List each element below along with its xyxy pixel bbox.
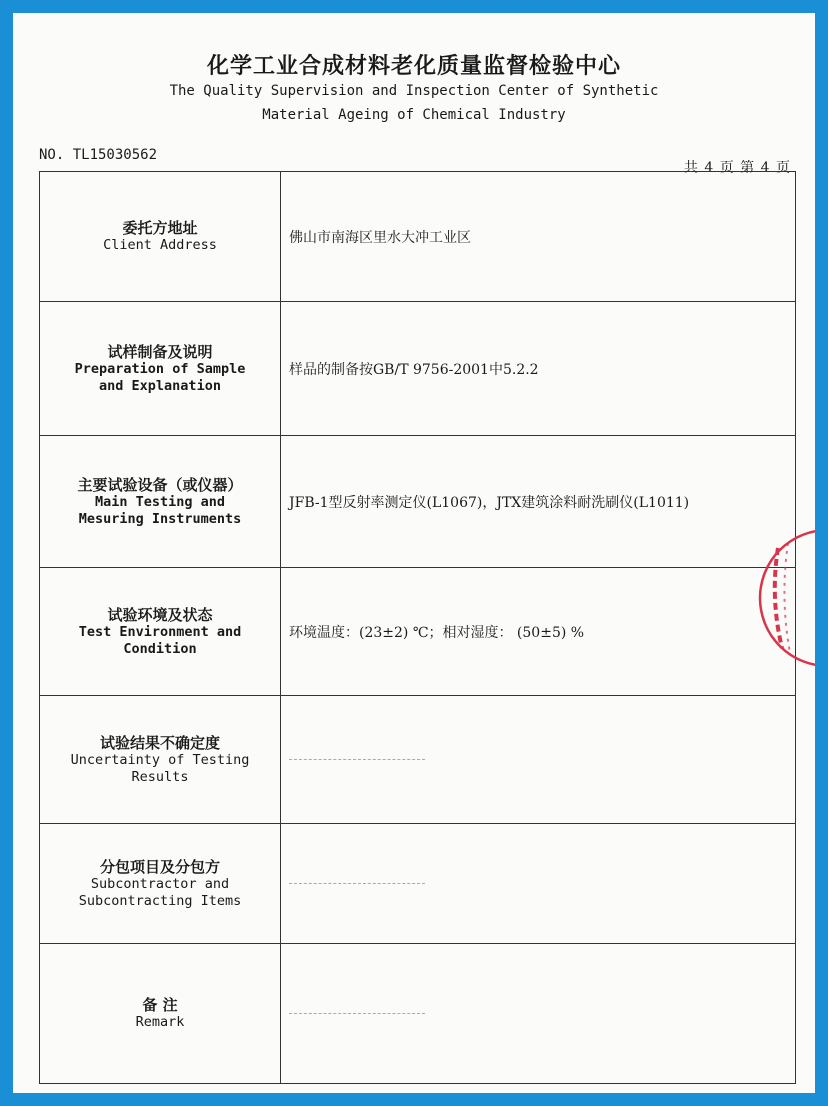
row-remark bbox=[40, 944, 796, 1084]
blank-dash bbox=[289, 759, 425, 760]
info-table bbox=[39, 171, 796, 1084]
row-instruments bbox=[40, 436, 796, 568]
label-english: Uncertainty of Testing Results bbox=[70, 751, 250, 785]
title-chinese: 化学工业合成材料老化质量监督检验中心 bbox=[206, 53, 621, 79]
report-header bbox=[13, 53, 815, 127]
label-cell bbox=[40, 944, 281, 1084]
page-indicator: 共 4 页 第 4 页 bbox=[683, 160, 791, 176]
label-english: Remark bbox=[135, 1014, 185, 1030]
subcontractor-value bbox=[281, 824, 796, 944]
blank-dash bbox=[289, 1013, 425, 1014]
label-chinese: 试验环境及状态 bbox=[107, 605, 213, 624]
test-environment-value: 环境温度：(23±2) ℃；相对湿度： (50±5) % bbox=[281, 568, 796, 696]
report-number: NO. TL15030562 bbox=[39, 147, 158, 163]
label-cell bbox=[40, 696, 281, 824]
label-chinese: 试验结果不确定度 bbox=[99, 733, 220, 752]
row-client-address bbox=[40, 172, 796, 302]
blank-dash bbox=[289, 883, 425, 884]
client-address-value: 佛山市南海区里水大冲工业区 bbox=[281, 172, 796, 302]
uncertainty-value bbox=[281, 696, 796, 824]
row-uncertainty bbox=[40, 696, 796, 824]
row-subcontractor bbox=[40, 824, 796, 944]
row-test-environment bbox=[40, 568, 796, 696]
label-cell bbox=[40, 302, 281, 436]
label-chinese: 主要试验设备（或仪器） bbox=[77, 475, 243, 494]
remark-value bbox=[281, 944, 796, 1084]
label-english: Main Testing and Mesuring Instruments bbox=[78, 493, 242, 527]
title-english-line-1: The Quality Supervision and Inspection Center of Synthetic bbox=[169, 83, 659, 99]
label-english: Client Address bbox=[103, 237, 217, 253]
label-english: Test Environment and Condition bbox=[78, 623, 242, 657]
label-chinese: 委托方地址 bbox=[122, 219, 198, 237]
label-english: Preparation of Sample and Explanation bbox=[74, 360, 246, 394]
label-english: Subcontractor and Subcontracting Items bbox=[78, 875, 242, 909]
label-cell bbox=[40, 172, 281, 302]
title-english-line-2: Material Ageing of Chemical Industry bbox=[262, 107, 566, 123]
label-cell bbox=[40, 824, 281, 944]
label-cell bbox=[40, 436, 281, 568]
report-page bbox=[13, 13, 815, 1093]
label-chinese: 试样制备及说明 bbox=[107, 342, 213, 361]
sample-preparation-value: 样品的制备按GB/T 9756-2001中5.2.2 bbox=[281, 302, 796, 436]
instruments-value: JFB-1型反射率测定仪(L1067)，JTX建筑涂料耐洗刷仪(L1011) bbox=[281, 436, 796, 568]
row-sample-preparation bbox=[40, 302, 796, 436]
label-chinese: 备 注 bbox=[142, 996, 178, 1014]
label-chinese: 分包项目及分包方 bbox=[99, 857, 220, 876]
label-cell bbox=[40, 568, 281, 696]
